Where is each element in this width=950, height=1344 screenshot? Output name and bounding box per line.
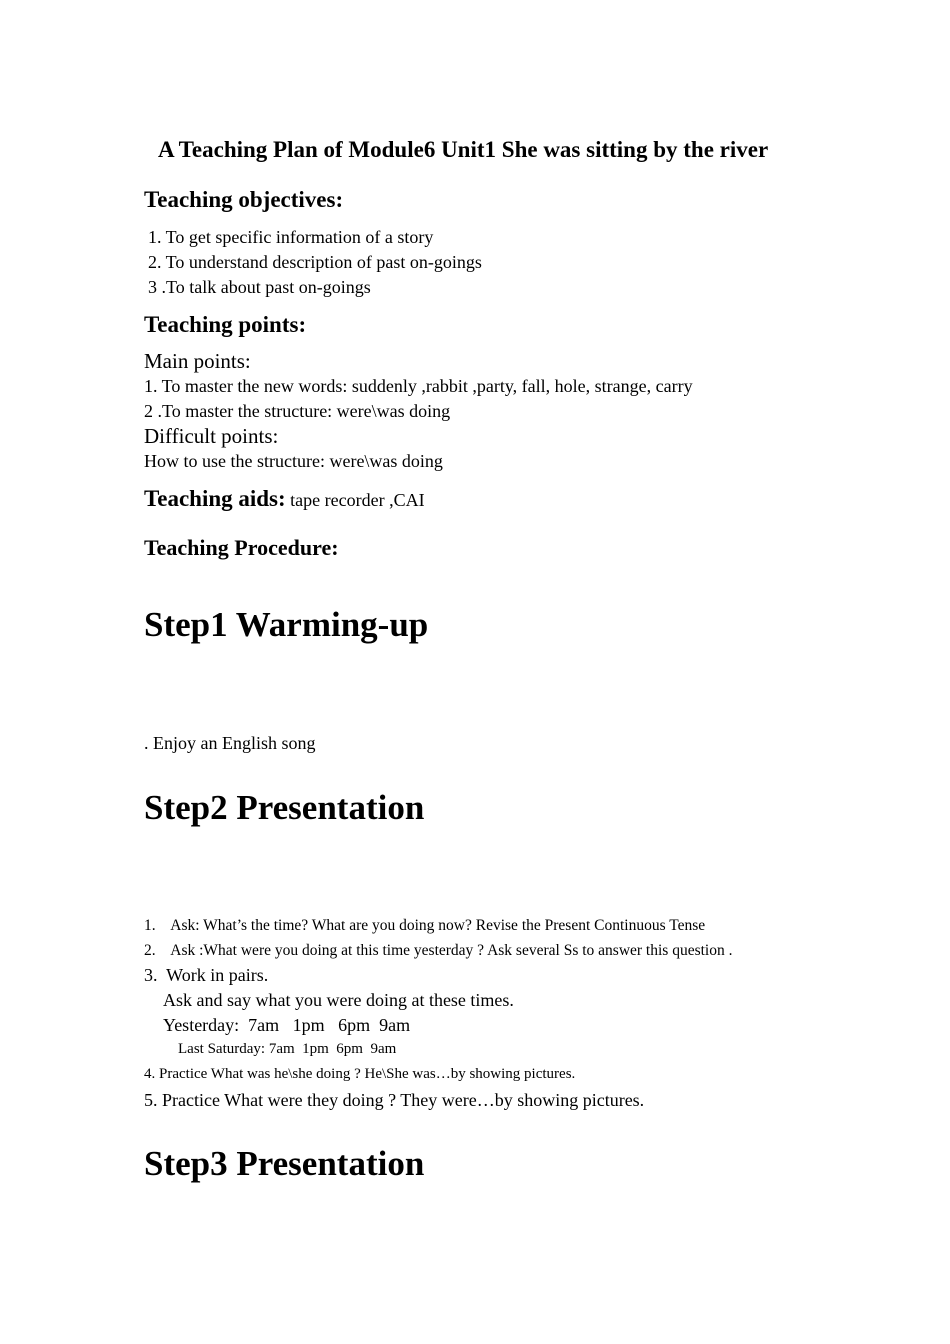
points-heading: Teaching points: bbox=[144, 312, 307, 337]
main-points-heading: Main points: bbox=[144, 349, 251, 373]
objectives-heading: Teaching objectives: bbox=[144, 187, 344, 212]
step2-item: 1. Ask: What’s the time? What are you doing now? Revise the Present Continuous Tense bbox=[144, 917, 706, 934]
step2-item: Yesterday: 7am 1pm 6pm 9am bbox=[163, 1015, 411, 1035]
step2-item: Last Saturday: 7am 1pm 6pm 9am bbox=[178, 1041, 397, 1057]
teaching-aids-label: Teaching aids: bbox=[144, 486, 286, 511]
step2-item: 2. Ask :What were you doing at this time yesterday ? Ask several Ss to answer this question . bbox=[144, 942, 733, 959]
procedure-heading: Teaching Procedure: bbox=[144, 535, 339, 560]
objective-item: 2. To understand description of past on-goings bbox=[148, 252, 482, 272]
main-point-item: 2 .To master the structure: were\was doing bbox=[144, 401, 451, 421]
step3-heading: Step3 Presentation bbox=[144, 1144, 425, 1183]
document-title: A Teaching Plan of Module6 Unit1 She was sitting by the river bbox=[158, 137, 769, 162]
step1-text: . Enjoy an English song bbox=[144, 733, 316, 753]
difficult-points-heading: Difficult points: bbox=[144, 424, 279, 448]
difficult-point-text: How to use the structure: were\was doing bbox=[144, 451, 443, 471]
step2-item: 3. Work in pairs. bbox=[144, 965, 269, 985]
step2-item: Ask and say what you were doing at these times. bbox=[163, 990, 514, 1010]
step2-item: 4. Practice What was he\she doing ? He\She was…by showing pictures. bbox=[144, 1066, 576, 1082]
main-point-item: 1. To master the new words: suddenly ,rabbit ,party, fall, hole, strange, carry bbox=[144, 376, 693, 396]
teaching-aids-value: tape recorder ,CAI bbox=[285, 490, 425, 510]
objective-item: 3 .To talk about past on-goings bbox=[148, 277, 371, 297]
objective-item: 1. To get specific information of a story bbox=[148, 227, 434, 247]
step2-item: 5. Practice What were they doing ? They were…by showing pictures. bbox=[144, 1090, 645, 1110]
step1-heading: Step1 Warming-up bbox=[144, 605, 429, 644]
step2-heading: Step2 Presentation bbox=[144, 788, 425, 827]
teaching-aids-line bbox=[144, 487, 425, 510]
